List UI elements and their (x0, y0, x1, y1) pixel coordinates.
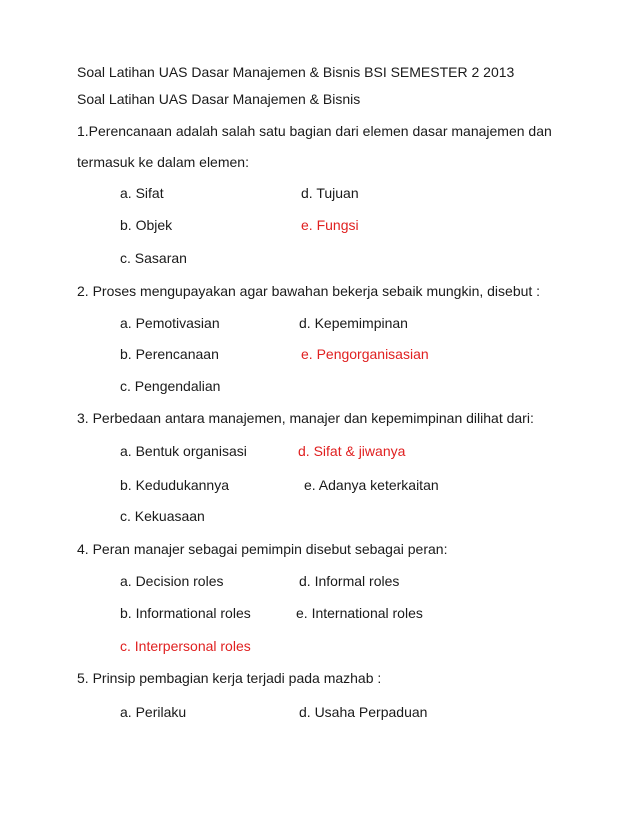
question-5-option-d: d. Usaha Perpaduan (299, 704, 428, 720)
question-3-option-d-answer: d. Sifat & jiwanya (298, 443, 406, 459)
question-1-option-e-answer: e. Fungsi (301, 217, 359, 233)
question-1-option-c: c. Sasaran (120, 250, 187, 266)
question-3-option-e: e. Adanya keterkaitan (304, 477, 439, 493)
question-3-option-a: a. Bentuk organisasi (120, 443, 247, 459)
question-4-option-a: a. Decision roles (120, 573, 224, 589)
question-4-text: 4. Peran manajer sebagai pemimpin disebut sebagai peran: (77, 541, 448, 557)
question-3-text: 3. Perbedaan antara manajemen, manajer dan kepemimpinan dilihat dari: (77, 410, 534, 426)
question-1-text-line1: 1.Perencanaan adalah salah satu bagian dari elemen dasar manajemen dan (77, 123, 552, 139)
question-2-option-b: b. Perencanaan (120, 346, 219, 362)
question-4-option-c-answer: c. Interpersonal roles (120, 638, 251, 654)
question-1-option-d: d. Tujuan (301, 185, 359, 201)
question-3-option-b: b. Kedudukannya (120, 477, 229, 493)
question-4-option-d: d. Informal roles (299, 573, 400, 589)
question-4-option-e: e. International roles (296, 605, 423, 621)
question-4-option-b: b. Informational roles (120, 605, 251, 621)
question-1-text-line2: termasuk ke dalam elemen: (77, 154, 249, 170)
question-2-option-a: a. Pemotivasian (120, 315, 220, 331)
question-2-option-c: c. Pengendalian (120, 378, 221, 394)
question-2-text: 2. Proses mengupayakan agar bawahan bekerja sebaik mungkin, disebut : (77, 283, 541, 299)
question-2-option-e-answer: e. Pengorganisasian (301, 346, 429, 362)
question-5-option-a: a. Perilaku (120, 704, 187, 720)
question-1-option-b: b. Objek (120, 217, 173, 233)
document-title: Soal Latihan UAS Dasar Manajemen & Bisnis BSI SEMESTER 2 2013 (77, 64, 515, 80)
question-5-text: 5. Prinsip pembagian kerja terjadi pada mazhab : (77, 670, 382, 686)
document-subtitle: Soal Latihan UAS Dasar Manajemen & Bisnis (77, 91, 361, 107)
question-1-option-a: a. Sifat (120, 185, 164, 201)
question-3-option-c: c. Kekuasaan (120, 508, 205, 524)
question-2-option-d: d. Kepemimpinan (299, 315, 408, 331)
